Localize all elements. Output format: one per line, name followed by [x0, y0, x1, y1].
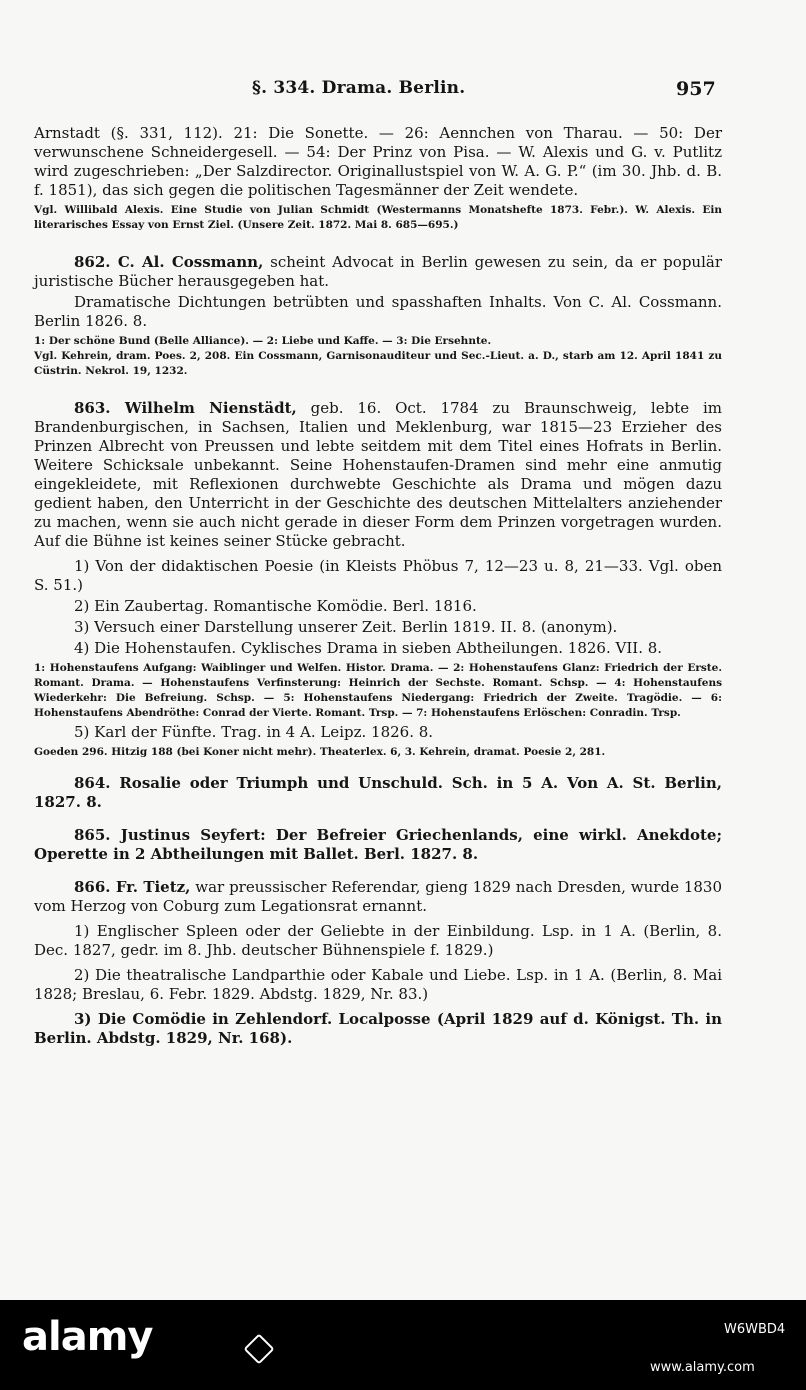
page-number: 957 — [676, 78, 716, 100]
work-item: Dramatische Dichtungen betrübten und spasshaften Inhalts. Von C. Al. Cossmann. Berlin 1826. 8. — [34, 293, 722, 330]
entry-paragraph — [34, 826, 722, 864]
entry-paragraph — [34, 253, 722, 291]
header-title: §. 334. Drama. Berlin. — [252, 78, 466, 98]
stock-watermark-footer — [0, 1300, 806, 1390]
entry-text: Der Befreier Griechenlands, eine wirkl. Anekdote; Operette in 2 Abtheilungen mit Ballet. Berl. 1827. 8. — [34, 826, 722, 863]
entry-text: Rosalie oder Triumph und Unschuld. Sch. in 5 A. Von A. St. Berlin, 1827. 8. — [34, 774, 722, 811]
entry-note: 1: Hohenstaufens Aufgang: Waiblinger und Welfen. Histor. Drama. — 2: Hohenstaufens Glanz: Friedrich der Erste. Romant. Drama. — Hohenstaufens Verfinsterung: Heinrich der Sechste. Romant. Schsp. — 4: Hohenstaufens Wiederkehr: Die Befreiung. Schsp. — 5: Hohenstaufens Niedergang: Friedrich der Zweite. Tragödie. — 6: Hohenstaufens Abendröthe: Conrad der Vierte. Romant. Trsp. — 7: Hohenstaufens Erlöschen: Conradin. Trsp. — [34, 662, 722, 719]
entry-865 — [34, 826, 722, 864]
entry-text: scheint Advocat in Berlin gewesen zu sein, da er populär juristische Bücher herausgegeben hat. — [34, 253, 722, 290]
entry-heading: 866. Fr. Tietz, — [74, 878, 191, 896]
entry-paragraph — [34, 878, 722, 916]
entry-862 — [34, 253, 722, 379]
work-item: 1) Von der didaktischen Poesie (in Kleists Phöbus 7, 12—23 u. 8, 21—33. Vgl. oben S. 51.) — [34, 557, 722, 594]
stock-url: www.alamy.com — [650, 1360, 755, 1375]
work-item: 2) Die theatralische Landparthie oder Kabale und Liebe. Lsp. in 1 A. (Berlin, 8. Mai 1828; Breslau, 6. Febr. 1829. Abdstg. 1829, Nr. 83.) — [34, 966, 722, 1003]
work-item: 1) Englischer Spleen oder der Geliebte in der Einbildung. Lsp. in 1 A. (Berlin, 8. Dec. 1827, gedr. im 8. Jhb. deutscher Bühnenspiele f. 1829.) — [34, 922, 722, 959]
entry-heading: 863. Wilhelm Nienstädt, — [74, 399, 297, 417]
logo-mark-icon — [243, 1333, 274, 1364]
entry-heading: 864. — [74, 774, 111, 792]
entry-heading: 865. Justinus Seyfert: — [74, 826, 266, 844]
entry-heading: 862. C. Al. Cossmann, — [74, 253, 264, 271]
entry-note: Vgl. Kehrein, dram. Poes. 2, 208. Ein Cossmann, Garnisonauditeur und Sec.-Lieut. a. D., starb am 12. April 1841 zu Cüstrin. Nekrol. 19, 1232. — [34, 350, 722, 377]
work-item: 2) Ein Zaubertag. Romantische Komödie. Berl. 1816. — [74, 597, 477, 615]
page-content — [34, 124, 722, 1048]
entry-note: 1: Der schöne Bund (Belle Alliance). — 2: Liebe und Kaffe. — 3: Die Ersehnte. — [34, 335, 492, 347]
entry-866 — [34, 878, 722, 1048]
entry-text: war preussischer Referendar, gieng 1829 nach Dresden, wurde 1830 vom Herzog von Coburg zum Legationsrat ernannt. — [34, 878, 722, 915]
entry-863 — [34, 399, 722, 760]
entry-text: geb. 16. Oct. 1784 zu Braunschweig, lebte im Brandenburgischen, in Sachsen, Italien und Meklenburg, war 1815—23 Erzieher des Prinzen Albrecht von Preussen und lebte seitdem mit dem Titel eines Hofrats in Berlin. Weitere Schicksale unbekannt. Seine Hohenstaufen-Dramen sind mehr eine anmutig eingekleidete, mit Reflexionen durchwebte Geschichte als Drama und mögen dazu gedient haben, den Unterricht in der Geschichte des deutschen Mittelalters anziehender zu machen, wenn sie auch nicht gerade in dieser Form dem Prinzen vorgetragen wurden. Auf die Bühne ist keines seiner Stücke gebracht. — [34, 399, 722, 550]
work-item: 3) Versuch einer Darstellung unserer Zeit. Berlin 1819. II. 8. (anonym). — [74, 618, 618, 636]
continuation-note: Vgl. Willibald Alexis. Eine Studie von Julian Schmidt (Westermanns Monatshefte 1873. Febr.). W. Alexis. Ein literarisches Essay von Ernst Ziel. (Unsere Zeit. 1872. Mai 8. 685—695.) — [34, 204, 722, 231]
continuation-text: Arnstadt (§. 331, 112). 21: Die Sonette. — 26: Aennchen von Tharau. — 50: Der verwunschene Schneidergesell. — 54: Der Prinz von Pisa. — W. Alexis und G. v. Putlitz wird zugeschrieben: „Der Salzdirector. Originallustspiel von W. A. G. P.“ (im 30. Jhb. d. B. f. 1851), das sich gegen die politischen Tagesmänner der Zeit wendete. — [34, 124, 722, 199]
entry-note: Goeden 296. Hitzig 188 (bei Koner nicht mehr). Theaterlex. 6, 3. Kehrein, dramat. Poesie 2, 281. — [34, 746, 606, 758]
entry-864 — [34, 774, 722, 812]
image-id: W6WBD4 — [724, 1322, 786, 1337]
entry-paragraph — [34, 399, 722, 551]
work-item: 3) Die Comödie in Zehlendorf. Localposse (April 1829 auf d. Königst. Th. in Berlin. Abdstg. 1829, Nr. 168). — [34, 1010, 722, 1047]
work-item: 5) Karl der Fünfte. Trag. in 4 A. Leipz. 1826. 8. — [74, 723, 434, 741]
running-header — [0, 78, 806, 102]
work-item: 4) Die Hohenstaufen. Cyklisches Drama in sieben Abtheilungen. 1826. VII. 8. — [74, 639, 663, 657]
alamy-logo: alamy — [22, 1314, 153, 1360]
entry-paragraph — [34, 774, 722, 812]
